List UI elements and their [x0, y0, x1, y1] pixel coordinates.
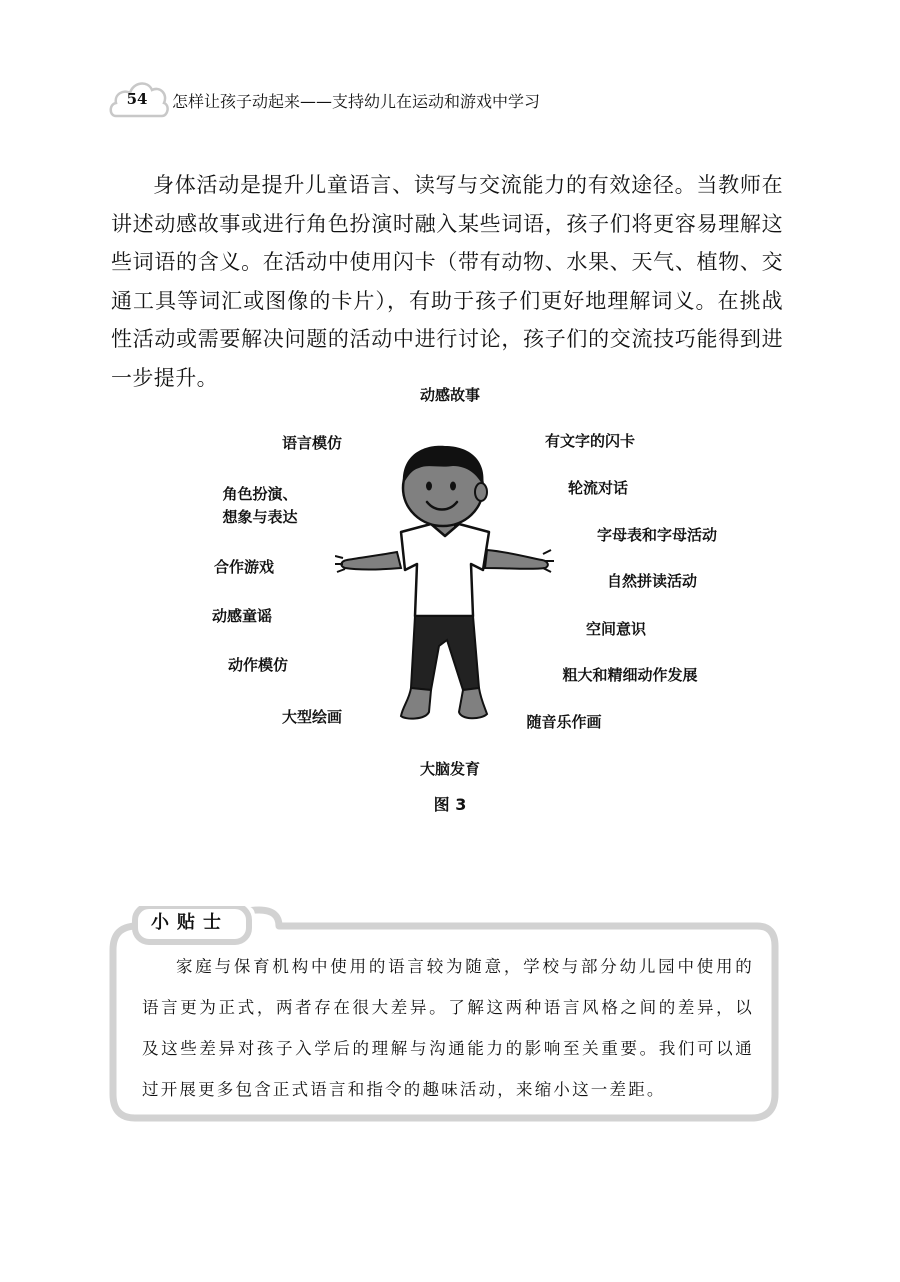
figure-label-right-5: 空间意识	[585, 620, 646, 638]
tip-text: 家庭与保育机构中使用的语言较为随意，学校与部分幼儿园中使用的语言更为正式，两者存在很大差异。了解这两种语言风格之间的差异，以及这些差异对孩子入学后的理解与沟通能力的影响至关重要。我们可以通过开展更多包含正式语言和指令的趣味活动，来缩小这一差距。	[142, 957, 754, 1099]
figure-caption: 图 3	[433, 795, 467, 814]
figure-label-right-6: 粗大和精细动作发展	[562, 666, 698, 684]
figure-label-right-4: 自然拼读活动	[606, 572, 697, 590]
tip-box	[109, 906, 781, 1124]
figure-label-left-6: 大型绘画	[281, 708, 342, 726]
figure-label-left-2a: 角色扮演、	[222, 485, 298, 503]
figure-3	[0, 370, 900, 830]
figure-label-right-1: 有文字的闪卡	[544, 432, 635, 450]
page-header	[108, 72, 668, 122]
figure-label-right-2: 轮流对话	[567, 479, 628, 497]
figure-label-left-1: 语言模仿	[281, 434, 342, 452]
child-illustration	[335, 440, 560, 730]
figure-label-top: 动感故事	[419, 386, 480, 404]
figure-label-left-5: 动作模仿	[227, 656, 288, 674]
figure-label-right-7: 随音乐作画	[526, 713, 602, 731]
figure-label-left-3: 合作游戏	[213, 558, 274, 576]
running-title: 怎样让孩子动起来——支持幼儿在运动和游戏中学习	[172, 92, 541, 111]
figure-label-left-4: 动感童谣	[211, 607, 272, 625]
figure-label-bottom: 大脑发育	[419, 760, 480, 778]
tip-title: 小贴士	[151, 912, 229, 933]
page-number: 54	[126, 90, 148, 108]
figure-label-right-3: 字母表和字母活动	[596, 526, 717, 544]
body-paragraph: 身体活动是提升儿童语言、读写与交流能力的有效途径。当教师在讲述动感故事或进行角色扮演时融入某些词语，孩子们将更容易理解这些词语的含义。在活动中使用闪卡（带有动物、水果、天气、植物、交通工具等词汇或图像的卡片），有助于孩子们更好地理解词义。在挑战性活动或需要解决问题的活动中进行讨论，孩子们的交流技巧能得到进一步提升。	[111, 173, 783, 390]
figure-label-left-2b: 想象与表达	[222, 508, 298, 526]
